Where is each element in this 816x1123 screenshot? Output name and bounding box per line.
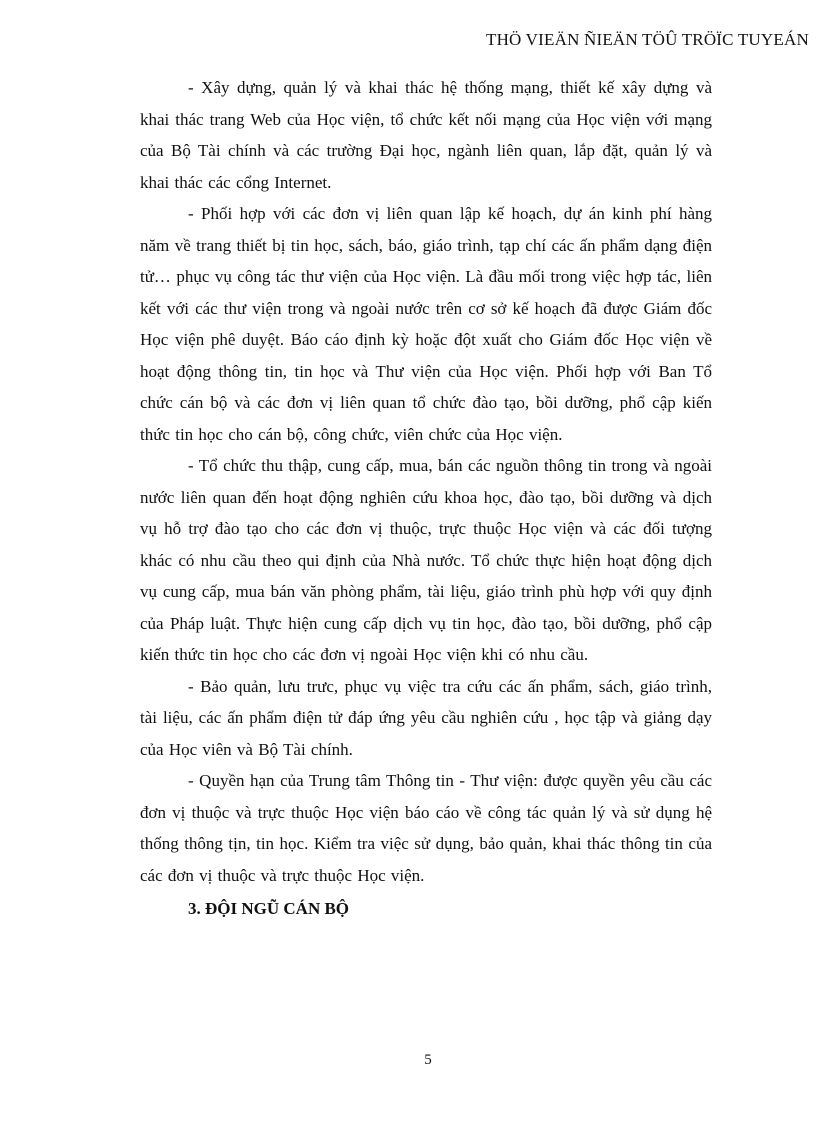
paragraph-preservation: - Bảo quản, lưu trưc, phục vụ việc tra cứu các ấn phẩm, sách, giáo trình, tài liệu, các ấn phẩm điện tử đáp ứng yêu cầu nghiên cứu , học tập và giảng dạy của Học viên và Bộ Tài chính. (140, 676, 712, 759)
page-number: 5 (424, 1052, 432, 1068)
document-body (140, 72, 712, 925)
paragraph-coordination-planning: - Phối hợp với các đơn vị liên quan lập kế hoạch, dự án kinh phí hàng năm về trang thiết bị tin học, sách, báo, giáo trình, tạp chí các ấn phẩm dạng điện tử… phục vụ công tác thư viện của Học viện. Là đầu mối trong việc hợp tác, liên kết với các thư viện trong và ngoài nước trên cơ sở kế hoạch đã được Giám đốc Học viện phê duyệt. Báo cáo định kỳ hoặc đột xuất cho Giám đốc Học viện về hoạt động thông tin, tin học và Thư viện của Học viện. Phối hợp với Ban Tổ chức cán bộ và các đơn vị liên quan tổ chức đào tạo, bồi dưỡng, phổ cập kiến thức tin học cho cán bộ, công chức, viên chức của Học viện. (140, 204, 712, 444)
paragraph-information-collection: - Tổ chức thu thập, cung cấp, mua, bán các nguồn thông tin trong và ngoài nước liên quan đến hoạt động nghiên cứu khoa học, đào tạo, bồi dưỡng và dịch vụ hỗ trợ đào tạo cho các đơn vị thuộc, trực thuộc Học viện và các đối tượng khác có nhu cầu theo qui định của Nhà nước. Tổ chức thực hiện hoạt động dịch vụ cung cấp, mua bán văn phòng phẩm, tài liệu, giáo trình phù hợp với quy định của Pháp luật. Thực hiện cung cấp dịch vụ tin học, đào tạo, bồi dưỡng, phổ cập kiến thức tin học cho các đơn vị ngoài Học viện khi có nhu cầu. (140, 456, 712, 664)
section-heading: 3. ĐỘI NGŨ CÁN BỘ (188, 899, 350, 918)
paragraph-authority: - Quyền hạn của Trung tâm Thông tin - Thư viện: được quyền yêu cầu các đơn vị thuộc và trực thuộc Học viện báo cáo về công tác quản lý và sử dụng hệ thống thông tịn, tin học. Kiểm tra việc sử dụng, bảo quản, khai thác thông tin của các đơn vị thuộc và trực thuộc Học viện. (140, 771, 712, 885)
paragraph-network-management: - Xây dựng, quản lý và khai thác hệ thống mạng, thiết kế xây dựng và khai thác trang Web của Học viện, tổ chức kết nối mạng của Học viện với mạng của Bộ Tài chính và các trường Đại học, ngành liên quan, lắp đặt, quản lý và khai thác các cổng Internet. (140, 78, 712, 192)
running-header: THÖ VIEÄN ÑIEÄN TÖÛ TRÖÏC TUYEÁN (486, 30, 809, 49)
